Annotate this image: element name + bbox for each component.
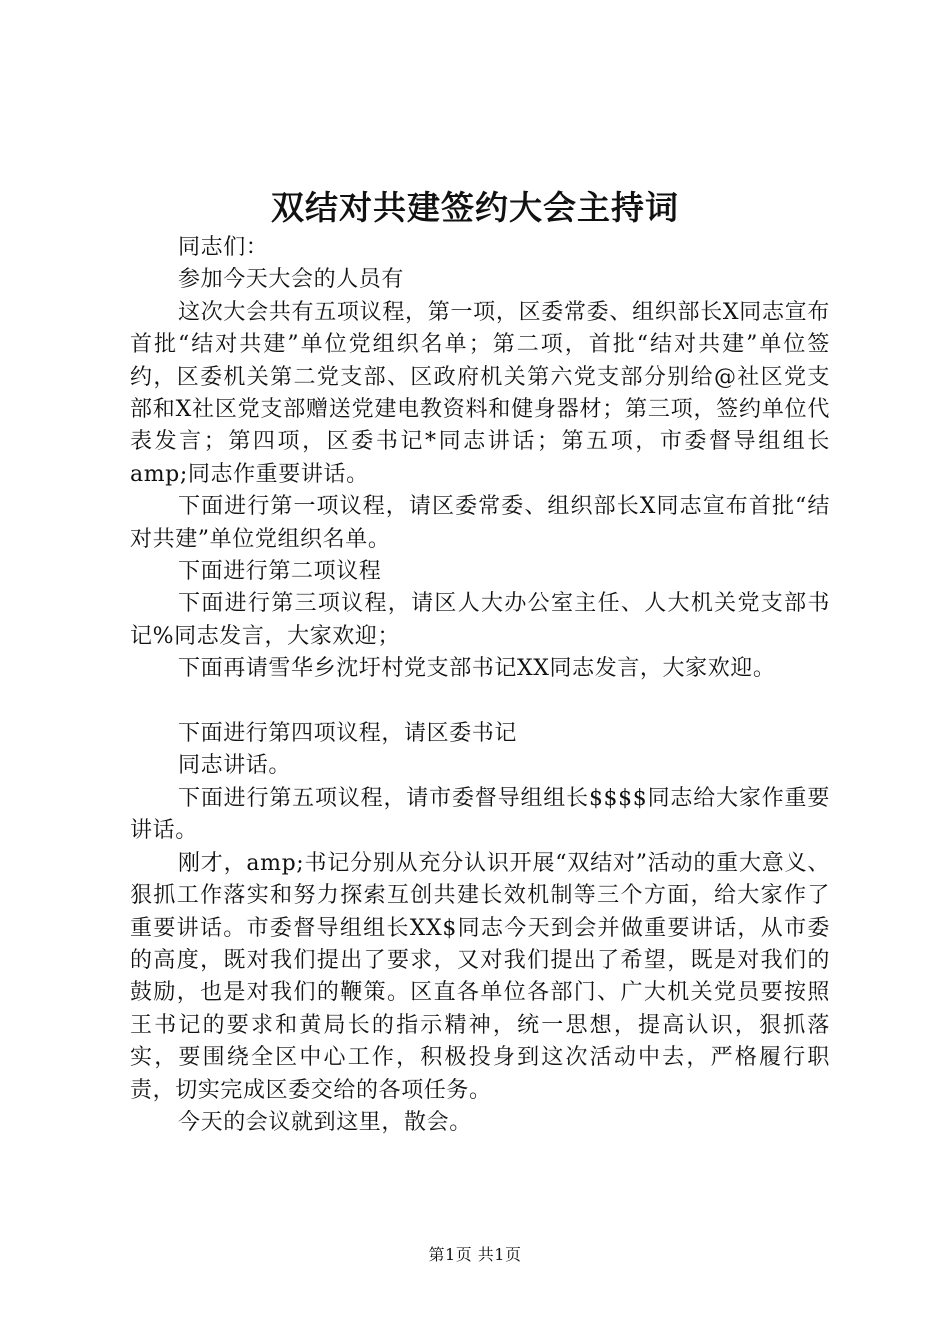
paragraph-salutation: 同志们：	[178, 235, 269, 260]
paragraph-agenda-overview: 这次大会共有五项议程，第一项，区委常委、组织部长X同志宣布首批“结对共建”单位党组织名单；第二项，首批“结对共建”单位签约，区委机关第二党支部、区政府机关第六党支部分别给@社区党支部和X社区党支部赠送党建电教资料和健身器材；第三项，签约单位代表发言；第四项，区委书记*同志讲话；第五项，市委督导组组长amp;同志作重要讲话。	[130, 299, 830, 487]
page-footer: 第1页 共1页	[428, 1245, 522, 1264]
paragraph-agenda-item-1: 下面进行第一项议程，请区委常委、组织部长X同志宣布首批“结对共建”单位党组织名单。	[130, 494, 830, 552]
paragraph-closing: 今天的会议就到这里，散会。	[178, 1109, 472, 1135]
document-title: 双结对共建签约大会主持词	[271, 188, 679, 227]
paragraph-agenda-item-2: 下面进行第二项议程	[178, 559, 382, 585]
paragraph-agenda-item-4: 下面进行第四项议程，请区委书记	[178, 721, 518, 747]
document-body	[130, 232, 830, 1139]
paragraph-agenda-item-4-speech: 同志讲话。	[178, 753, 292, 779]
paragraph-agenda-item-3-second-speaker: 下面再请雪华乡沈圩村党支部书记XX同志发言，大家欢迎。	[178, 656, 776, 682]
paragraph-agenda-item-5: 下面进行第五项议程，请市委督导组组长$$$$同志给大家作重要讲话。	[130, 785, 830, 844]
paragraph-agenda-item-3: 下面进行第三项议程，请区人大办公室主任、人大机关党支部书记%同志发言，大家欢迎；	[130, 591, 830, 649]
paragraph-attendees: 参加今天大会的人员有	[178, 267, 405, 293]
blank-line	[130, 686, 830, 718]
paragraph-summary: 刚才，amp;书记分别从充分认识开展“双结对”活动的重大意义、狠抓工作落实和努力探索互创共建长效机制等三个方面，给大家作了重要讲话。市委督导组组长XX$同志今天到会并做重要讲话，从市委的高度，既对我们提出了要求，又对我们提出了希望，既是对我们的鼓励，也是对我们的鞭策。区直各单位各部门、广大机关党员要按照王书记的要求和黄局长的指示精神，统一思想，提高认识，狠抓落实，要围绕全区中心工作，积极投身到这次活动中去，严格履行职责，切实完成区委交给的各项任务。	[130, 850, 830, 1103]
